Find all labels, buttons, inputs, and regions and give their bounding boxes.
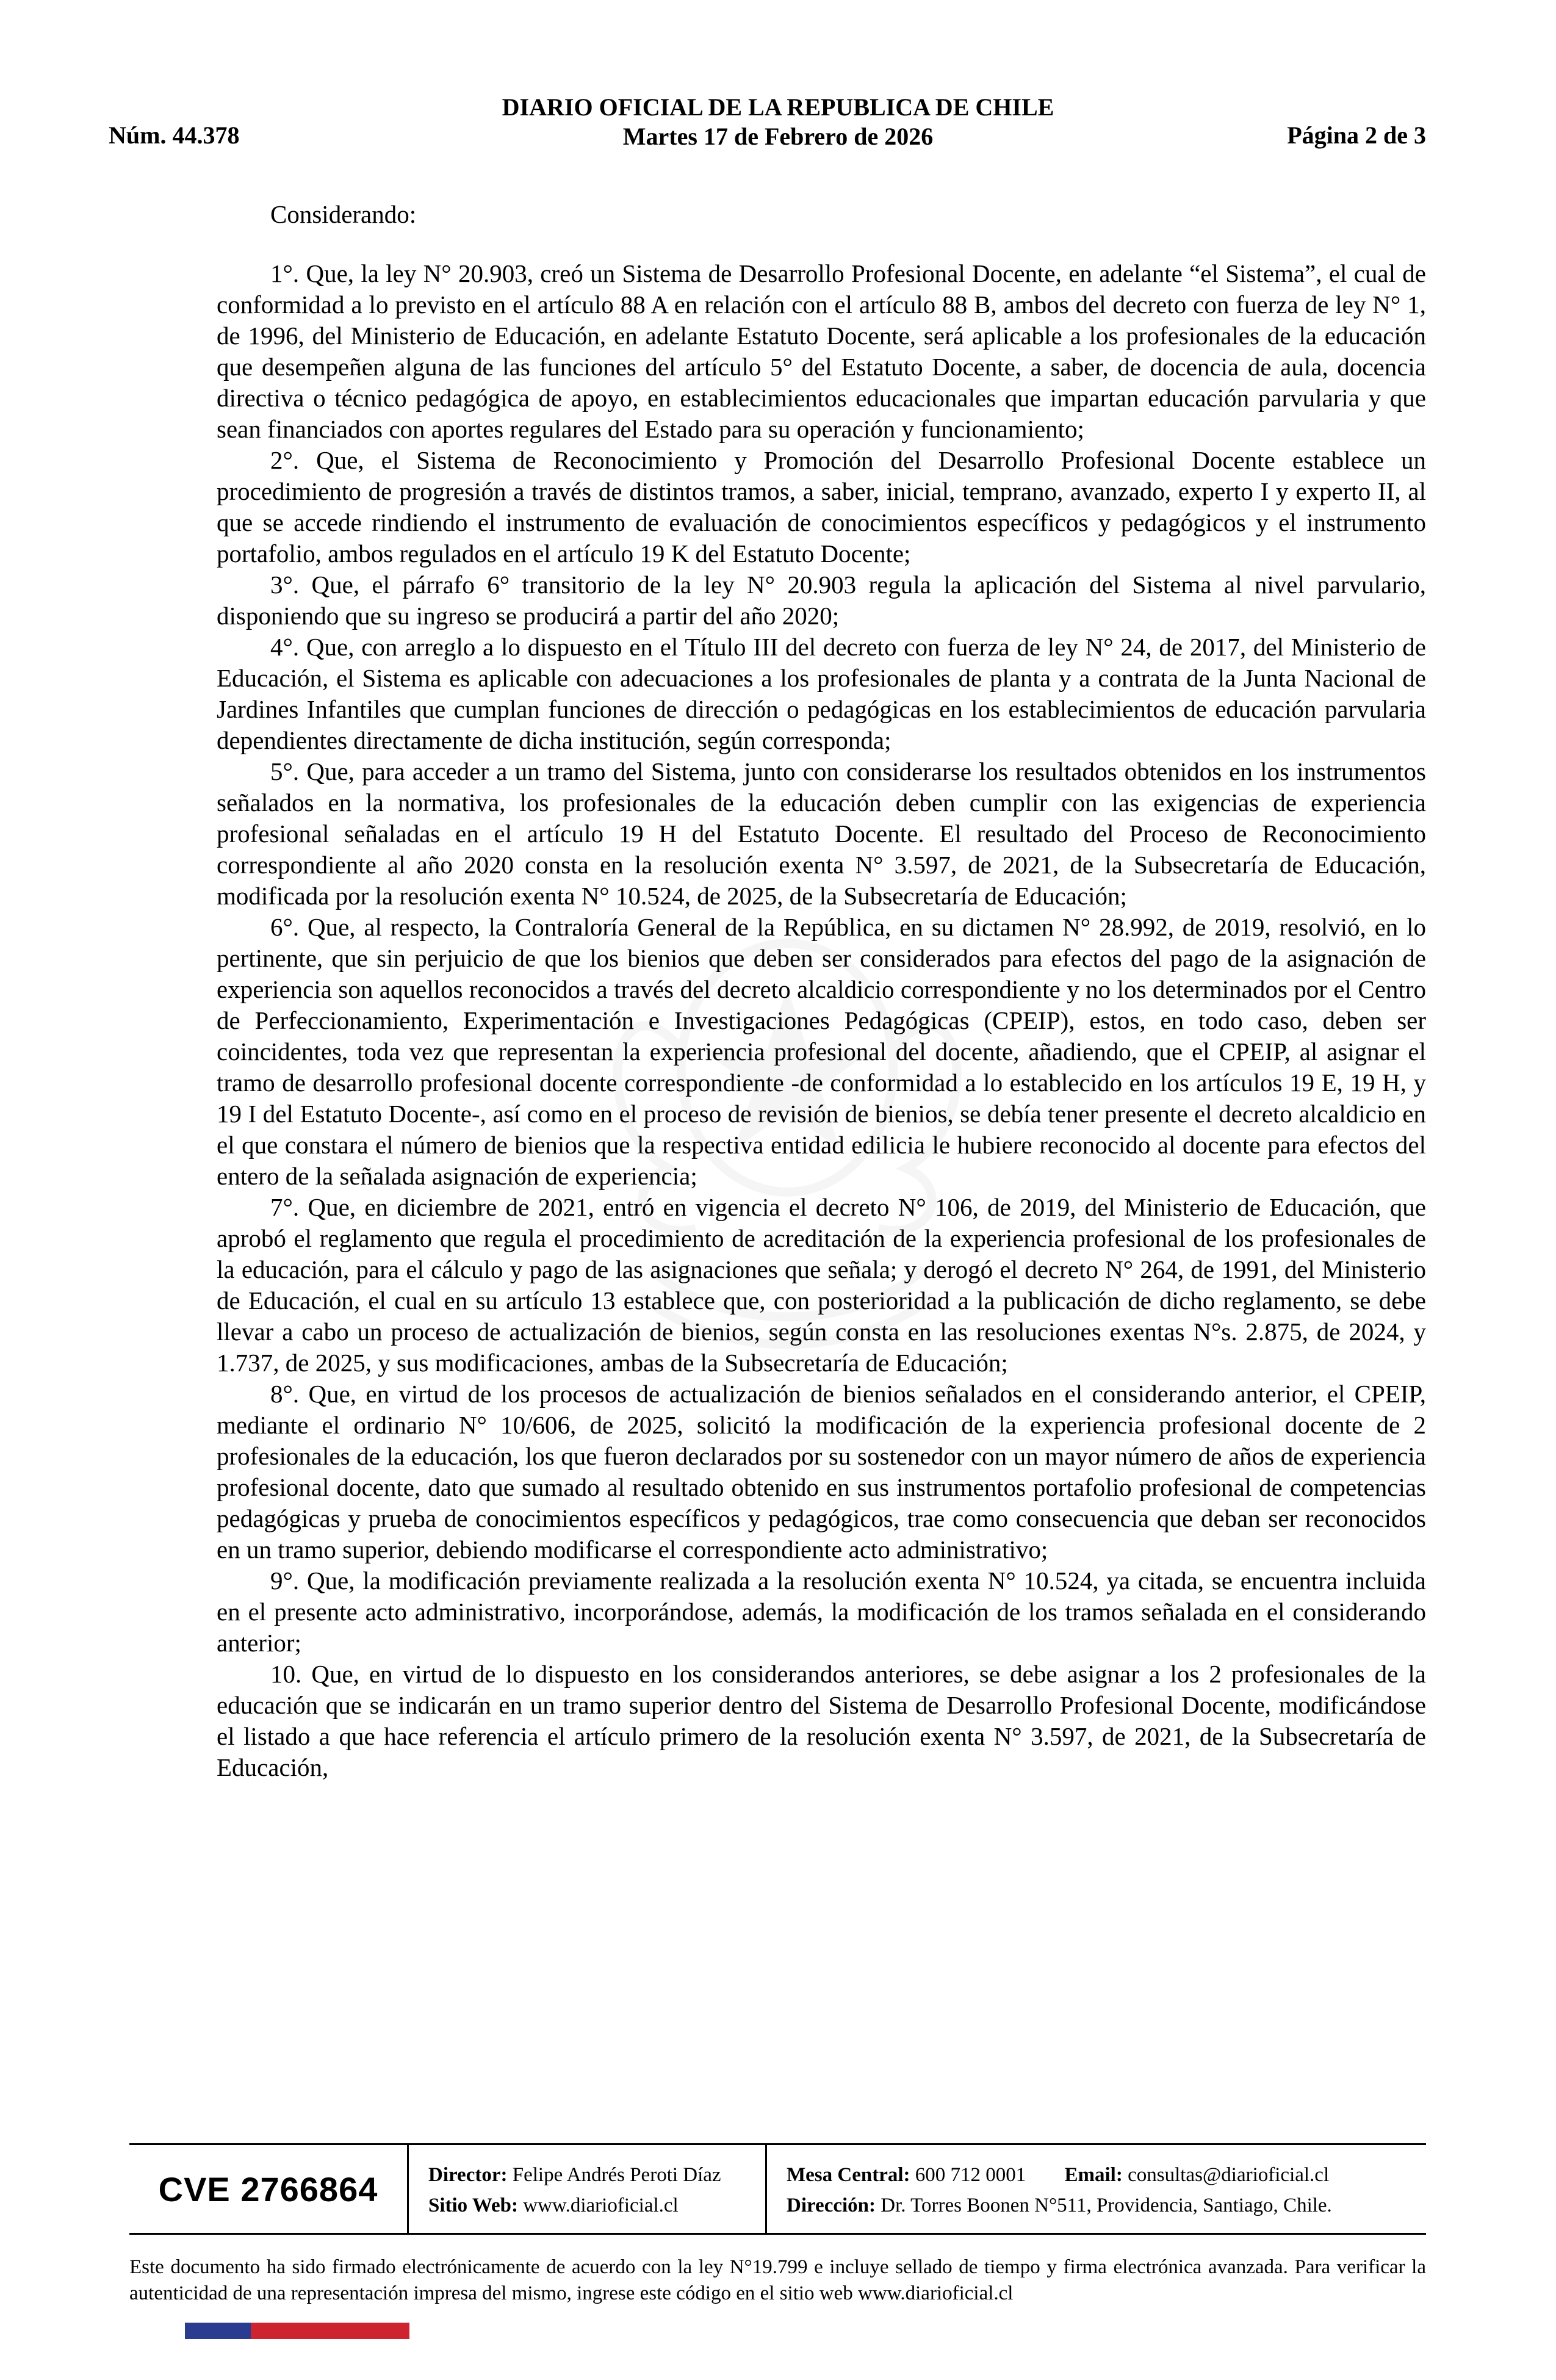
direccion-value: Dr. Torres Boonen N°511, Providencia, Santiago, Chile. bbox=[881, 2194, 1332, 2216]
flag-blue-segment bbox=[185, 2323, 251, 2339]
paragraph-3: 3°. Que, el párrafo 6° transitorio de la ley N° 20.903 regula la aplicación del Sistema al nivel parvulario, disponiendo que su ingreso se producirá a partir del año 2020; bbox=[217, 571, 1426, 630]
mesa-central-label: Mesa Central: bbox=[787, 2164, 910, 2186]
paragraph-5: 5°. Que, para acceder a un tramo del Sistema, junto con considerarse los resultados obtenidos en los instrumentos señalados en la normativa, los profesionales de la educación deben cumplir con las exigencias de experiencia profesional señaladas en el artículo 19 H del Estatuto Docente. El resultado del Proceso de Reconocimiento correspondiente al año 2020 consta en la resolución exenta N° 3.597, de 2021, de la Subsecretaría de Educación, modificada por la resolución exenta N° 10.524, de 2025, de la Subsecretaría de Educación; bbox=[217, 757, 1426, 910]
sitio-web-value: www.diarioficial.cl bbox=[523, 2194, 679, 2216]
considerando-heading: Considerando: bbox=[270, 200, 417, 228]
page-number: Página 2 de 3 bbox=[1287, 121, 1426, 149]
issue-date: Martes 17 de Febrero de 2026 bbox=[622, 123, 934, 150]
email-value: consultas@diarioficial.cl bbox=[1128, 2164, 1330, 2186]
contact-column bbox=[765, 2145, 1426, 2233]
paragraph-4: 4°. Que, con arreglo a lo dispuesto en el Título III del decreto con fuerza de ley N° 24, de 2017, del Ministerio de Educación, el Sistema es aplicable con adecuaciones a los profesionales de planta y a contrata de la Junta Nacional de Jardines Infantiles que cumplan funciones de dirección o pedagógicas en los establecimientos de educación parvularia dependientes directamente de dicha institución, según corresponda; bbox=[217, 633, 1426, 754]
cve-footer bbox=[129, 2143, 1426, 2235]
issue-number: Núm. 44.378 bbox=[109, 121, 240, 149]
direccion-label: Dirección: bbox=[787, 2194, 876, 2216]
electronic-signature-note: Este documento ha sido firmado electrónicamente de acuerdo con la ley N°19.799 e incluye sellado de tiempo y firma electrónica avanzada. Para verificar la autenticidad de una representación impresa del mismo, ingrese este código en el sitio web www.diarioficial.cl bbox=[129, 2256, 1426, 2304]
mesa-central-line bbox=[787, 2160, 1426, 2190]
flag-color-bar bbox=[185, 2323, 409, 2339]
sitio-web-label: Sitio Web: bbox=[428, 2194, 519, 2216]
director-column bbox=[407, 2145, 765, 2233]
director-label: Director: bbox=[428, 2164, 508, 2186]
director-line bbox=[428, 2160, 765, 2190]
cve-code: CVE 2766864 bbox=[158, 2169, 378, 2209]
paragraph-1: 1°. Que, la ley N° 20.903, creó un Sistema de Desarrollo Profesional Docente, en adelante “el Sistema”, el cual de conformidad a lo previsto en el artículo 88 A en relación con el artículo 88 B, ambos del decreto con fuerza de ley N° 1, de 1996, del Ministerio de Educación, en adelante Estatuto Docente, será aplicable a los profesionales de la educación que desempeñen alguna de las funciones del artículo 5° del Estatuto Docente, a saber, de docencia de aula, docencia directiva o técnico pedagógica de apoyo, en establecimientos educacionales que impartan educación parvularia y que sean financiados con aportes regulares del Estado para su operación y funcionamiento; bbox=[217, 259, 1426, 443]
paragraph-2: 2°. Que, el Sistema de Reconocimiento y Promoción del Desarrollo Profesional Docente establece un procedimiento de progresión a través de distintos tramos, a saber, inicial, temprano, avanzado, experto I y experto II, al que se accede rindiendo el instrumento de evaluación de conocimientos específicos y pedagógicos y el instrumento portafolio, ambos regulados en el artículo 19 K del Estatuto Docente; bbox=[217, 446, 1426, 568]
email-label: Email: bbox=[1064, 2164, 1123, 2186]
paragraph-6: 6°. Que, al respecto, la Contraloría General de la República, en su dictamen N° 28.992, de 2019, resolvió, en lo pertinente, que sin perjuicio de que los bienios que deben ser considerados para efectos del pago de la asignación de experiencia son aquellos reconocidos a través del decreto alcaldicio correspondiente y no los determinados por el Centro de Perfeccionamiento, Experimentación e Investigaciones Pedagógicas (CPEIP), estos, en todo caso, deben ser coincidentes, toda vez que representan la experiencia profesional del docente, añadiendo, que el CPEIP, al asignar el tramo de desarrollo profesional docente correspondiente -de conformidad a lo establecido en los artículos 19 E, 19 H, y 19 I del Estatuto Docente-, así como en el proceso de revisión de bienios, se debía tener presente el decreto alcaldicio en el que constara el número de bienios que la respectiva entidad edilicia le hubiere reconocido al docente para efectos del entero de la señalada asignación de experiencia; bbox=[217, 913, 1426, 1190]
paragraph-10: 10. Que, en virtud de lo dispuesto en los considerandos anteriores, se debe asignar a los 2 profesionales de la educación que se indicarán en un tramo superior dentro del Sistema de Desarrollo Profesional Docente, modificándose el listado a que hace referencia el artículo primero de la resolución exenta N° 3.597, de 2021, de la Subsecretaría de Educación, bbox=[217, 1660, 1426, 1781]
sitio-web-line bbox=[428, 2190, 765, 2221]
paragraph-8: 8°. Que, en virtud de los procesos de actualización de bienios señalados en el considerando anterior, el CPEIP, mediante el ordinario N° 10/606, de 2025, solicitó la modificación de la experiencia profesional docente de 2 profesionales de la educación, los que fueron declarados por su sostenedor con un mayor número de años de experiencia profesional docente, dato que sumado al resultado obtenido en sus instrumentos portafolio profesional de competencias pedagógicas y prueba de conocimientos específicos y pedagógicos, trae como consecuencia que deban ser reconocidos en un tramo superior, debiendo modificarse el correspondiente acto administrativo; bbox=[217, 1380, 1426, 1563]
paragraph-7: 7°. Que, en diciembre de 2021, entró en vigencia el decreto N° 106, de 2019, del Ministerio de Educación, que aprobó el reglamento que regula el procedimiento de acreditación de la experiencia profesional de los profesionales de la educación, para el cálculo y pago de las asignaciones que señala; y derogó el decreto N° 264, de 1991, del Ministerio de Educación, el cual en su artículo 13 establece que, con posterioridad a la publicación de dicho reglamento, se debe llevar a cabo un proceso de actualización de bienios, según consta en las resoluciones exentas N°s. 2.875, de 2024, y 1.737, de 2025, y sus modificaciones, ambas de la Subsecretaría de Educación; bbox=[217, 1193, 1426, 1377]
flag-red-segment bbox=[251, 2323, 409, 2339]
mesa-central-value: 600 712 0001 bbox=[915, 2164, 1026, 2186]
document-body bbox=[217, 199, 1426, 1783]
paragraph-9: 9°. Que, la modificación previamente realizada a la resolución exenta N° 10.524, ya citada, se encuentra incluida en el presente acto administrativo, incorporándose, además, la modificación de los tramos señalada en el considerando anterior; bbox=[217, 1567, 1426, 1657]
direccion-line bbox=[787, 2190, 1426, 2221]
newspaper-title: DIARIO OFICIAL DE LA REPUBLICA DE CHILE bbox=[502, 93, 1054, 121]
director-value: Felipe Andrés Peroti Díaz bbox=[512, 2164, 721, 2186]
